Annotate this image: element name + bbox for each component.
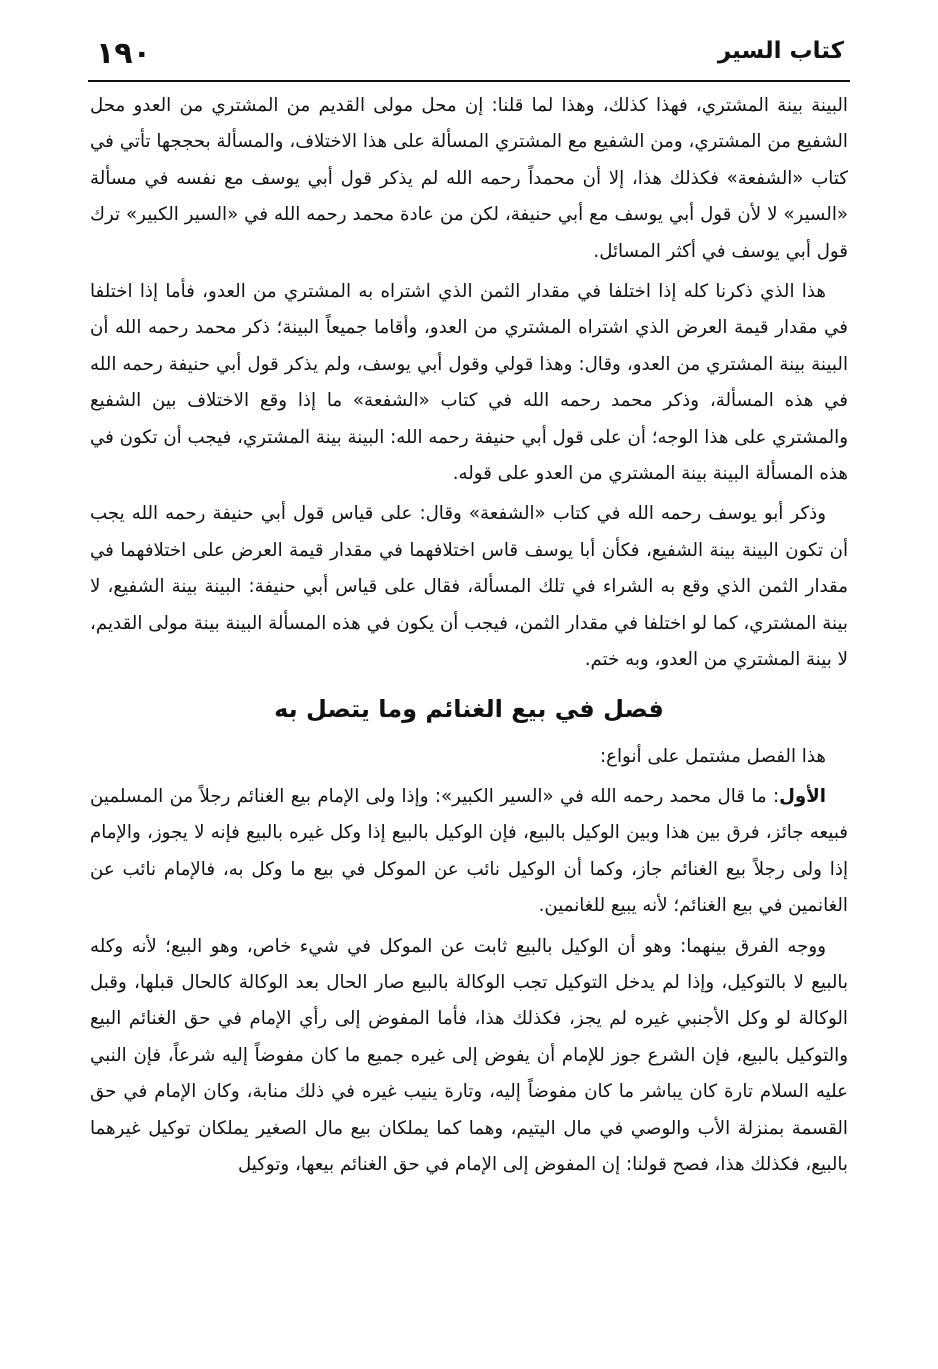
section-heading: فصل في بيع الغنائم وما يتصل به <box>274 694 664 723</box>
intro-line: هذا الفصل مشتمل على أنواع: <box>600 745 826 767</box>
running-title: كتاب السير <box>717 38 844 64</box>
first-type-label: الأول <box>779 785 826 807</box>
paragraph-2: هذا الذي ذكرنا كله إذا اختلفا في مقدار الثمن الذي اشتراه به المشتري من العدو، فأما إذا اختلفا في مقدار قيمة العرض الذي اشتراه المشتري من العدو، وأقاما جميعاً البينة؛ ذكر محمد رحمه الله أن البينة بينة المشتري من العدو، وقال: وهذا قولي وقول أبي يوسف، ولم يذكر قول أبي حنيفة رحمه الله في هذه المسألة، وذكر محمد رحمه الله في كتاب «الشفعة» ما إذا وقع الاختلاف بين الشفيع والمشتري على هذا الوجه؛ أن على قول أبي حنيفة رحمه الله: البينة بينة المشتري، فيجب أن تكون في هذه المسألة البينة بينة المشتري من العدو على قوله. <box>90 281 848 485</box>
paragraph-first-type <box>90 779 848 925</box>
paragraph-1: البينة بينة المشتري، فهذا كذلك، وهذا لما قلنا: إن محل مولى القديم من المشتري من العدو محل الشفيع من المشتري، ومن الشفيع مع المشتري المسألة على هذا الاختلاف، والمسألة بحججها تأتي في كتاب «الشفعة» فكذلك هذا، إلا أن محمداً رحمه الله لم يذكر قول أبي يوسف مع نفسه في مسألة «السير» لا لأن قول أبي يوسف مع أبي حنيفة، لكن من عادة محمد رحمه الله في «السير الكبير» ترك قول أبي يوسف في أكثر المسائل. <box>90 95 848 262</box>
page-body <box>90 88 848 1187</box>
paragraph-difference: ووجه الفرق بينهما: وهو أن الوكيل بالبيع ثابت عن الموكل في شيء خاص، وهو البيع؛ لأنه وكله بالبيع لا بالتوكيل، وإذا لم يدخل التوكيل تجب الوكالة بالبيع صار الحال بعد الوكالة كالحال قبلها، وقبل الوكالة لو وكل الأجنبي غيره لم يجز، فكذلك هذا، فأما المفوض إلى رأي الإمام في حق الغنائم البيع والتوكيل بالبيع، فإن الشرع جوز للإمام أن يفوض إلى غيره جميع ما كان مفوضاً إليه شرعاً، فإن النبي عليه السلام تارة كان يباشر ما كان مفوضاً إليه، وتارة ينيب غيره في ذلك منابة، وكان الإمام في حق القسمة بمنزلة الأب والوصي في مال اليتيم، وهما كما يملكان بيع مال الصغير يملكان توكيل غيرهما بالبيع، فكذلك هذا، فصح قولنا: إن المفوض إلى الإمام في حق الغنائم بيعها، وتوكيل <box>90 935 848 1175</box>
page-number: ١٩٠ <box>96 36 151 71</box>
page-header <box>88 30 850 82</box>
paragraph-3: وذكر أبو يوسف رحمه الله في كتاب «الشفعة» وقال: على قياس قول أبي حنيفة رحمه الله يجب أن تكون البينة بينة الشفيع، فكأن أبا يوسف قاس اختلافهما في مقدار قيمة العرض على اختلافهما في مقدار الثمن الذي وقع به الشراء في تلك المسألة، فقال على قياس أبي حنيفة: البينة بينة الشفيع، لا بينة المشتري، كما لو اختلفا في مقدار الثمن، فيجب أن يكون في هذه المسألة البينة بينة مولى القديم، لا بينة المشتري من العدو، وبه ختم. <box>90 503 848 671</box>
first-type-text: : ما قال محمد رحمه الله في «السير الكبير»: وإذا ولى الإمام بيع الغنائم رجلاً من المسلمين فبيعه جائز، فرق بين هذا وبين الوكيل بالبيع، فإن الوكيل بالبيع إذا وكل غيره بالبيع فإنه لا يجوز، والإمام إذا ولى رجلاً بيع الغنائم جاز، وكما أن الوكيل نائب عن الموكل في بيع ما وكل به، فالإمام نائب عن الغانمين في بيع الغنائم؛ لأنه يبيع للغانمين. <box>90 785 848 917</box>
